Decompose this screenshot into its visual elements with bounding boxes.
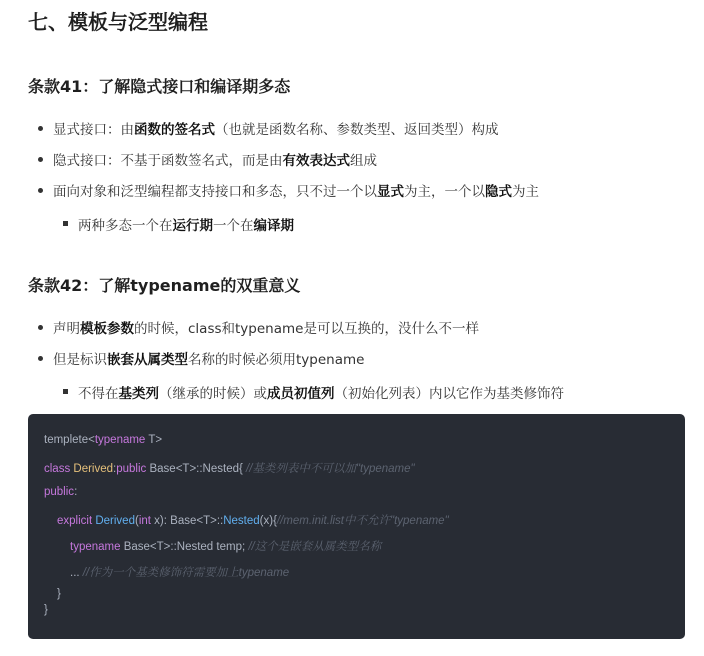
text: 名称的时候必须用typename: [188, 352, 365, 368]
bold-text: 隐式: [485, 184, 512, 200]
text: 为主: [512, 184, 539, 200]
bold-text: 成员初值列: [267, 386, 335, 402]
text: 组成: [350, 153, 377, 169]
text: 显式接口：由: [53, 122, 134, 138]
list-item: [53, 348, 364, 368]
text: （也就是函数名称、参数类型、返回类型）构成: [215, 122, 499, 138]
bold-text: 函数的签名式: [134, 122, 215, 138]
text: 声明: [53, 321, 80, 337]
code-line: }: [44, 604, 48, 616]
text: 隐式接口：不基于函数签名式，而是由: [53, 153, 283, 169]
code-line: class Derived:public Base<T>::Nested{ //基类列表中不可以加"typename": [44, 463, 415, 475]
list-item: [53, 317, 479, 337]
code-line: explicit Derived(int x): Base<T>::Nested(x){//mem.init.list中不允许"typename": [57, 515, 449, 527]
bold-text: 显式: [377, 184, 404, 200]
text: 两种多态一个在: [78, 218, 173, 234]
bold-text: 运行期: [172, 218, 213, 234]
code-line: public:: [44, 486, 78, 498]
text: 但是标识: [53, 352, 107, 368]
list-item: [53, 180, 539, 200]
sub-list-item: [78, 214, 294, 234]
bold-text: 基类列: [118, 386, 159, 402]
list-item: [53, 149, 377, 169]
sub-list-item: [78, 382, 564, 402]
text: 一个在: [213, 218, 254, 234]
list-item: [53, 118, 499, 138]
bold-text: 编译期: [253, 218, 294, 234]
text: 不得在: [78, 386, 119, 402]
code-line: }: [57, 588, 61, 600]
text: （继承的时候）或: [159, 386, 267, 402]
text: 的时候，class和typename是可以互换的，没什么不一样: [134, 321, 479, 337]
bold-text: 嵌套从属类型: [107, 352, 188, 368]
bold-text: 有效表达式: [282, 153, 350, 169]
item42-title: 条款42：了解typename的双重意义: [28, 276, 301, 295]
item41-title: 条款41：了解隐式接口和编译期多态: [28, 77, 291, 96]
bold-text: 模板参数: [80, 321, 134, 337]
code-line: typename Base<T>::Nested temp; //这个是嵌套从属类型名称: [70, 541, 382, 553]
code-line: ... //作为一个基类修饰符需要加上typename: [70, 567, 290, 579]
text: （初始化列表）内以它作为基类修饰符: [334, 386, 564, 402]
section-title: 七、模板与泛型编程: [28, 10, 208, 34]
code-line: templete<typename T>: [44, 434, 163, 446]
text: 为主，一个以: [404, 184, 485, 200]
text: 面向对象和泛型编程都支持接口和多态，只不过一个以: [53, 184, 377, 200]
code-block[interactable]: [28, 414, 685, 639]
